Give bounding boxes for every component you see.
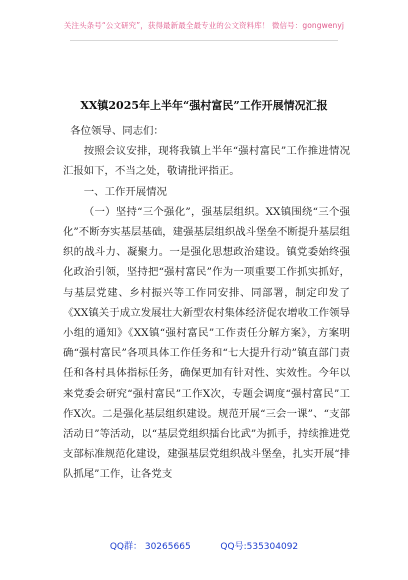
footer	[0, 539, 408, 552]
intro-paragraph: 按照会议安排，现将我镇上半年“强村富民”工作推进情况汇报如下，不当之处，敬请批评指正。	[63, 145, 350, 178]
body-paragraph: （一）坚持“三个强化”，强基层组织。XX镇围绕“三个强化”不断夯实基层基础，建强基层组织战斗堡垒不断提升基层组织的战斗力、凝聚力。一是强化思想政治建设。镇党委始终强化政治引领，坚持把“强村富民”作为一项重要工作抓实抓好，与基层党建、乡村振兴等工作同安排、同部署，制定印发了《XX镇关于成立发展壮大新型农村集体经济促农增收工作领导小组的通知》《XX镇“强村富民”工作责任分解方案》，方案明确“强村富民”各项具体工作任务和“七大提升行动”镇直部门责任和各村具体指标任务，确保更加有针对性、实效性。今年以来党委会研究“强村富民”工作X次，专题会调度“强村富民”工作X次。二是强化基层组织建设。规范开展“三会一课”、“支部活动日”等活动，以“基层党组织擂台比武”为抓手，持续推进党支部标准规范化建设，建强基层党组织战斗堡垒，扎实开展“排队抓尾”工作，让各党支	[63, 205, 350, 481]
header-divider	[70, 40, 338, 41]
footer-qq-number: QQ号:535304092	[220, 542, 299, 552]
header-banner: 关注头条号“公文研究”，获得最新最全最专业的公文资料库！ 微信号：gongwenyj	[63, 21, 345, 30]
footer-qq-group: QQ群： 30265665	[109, 542, 191, 552]
salutation: 各位领导、同志们：	[70, 125, 164, 137]
document-body	[63, 121, 350, 485]
section-heading: 一、工作开展情况	[83, 185, 167, 198]
document-title: XX镇2025年上半年“强村富民”工作开展情况汇报	[80, 99, 328, 112]
